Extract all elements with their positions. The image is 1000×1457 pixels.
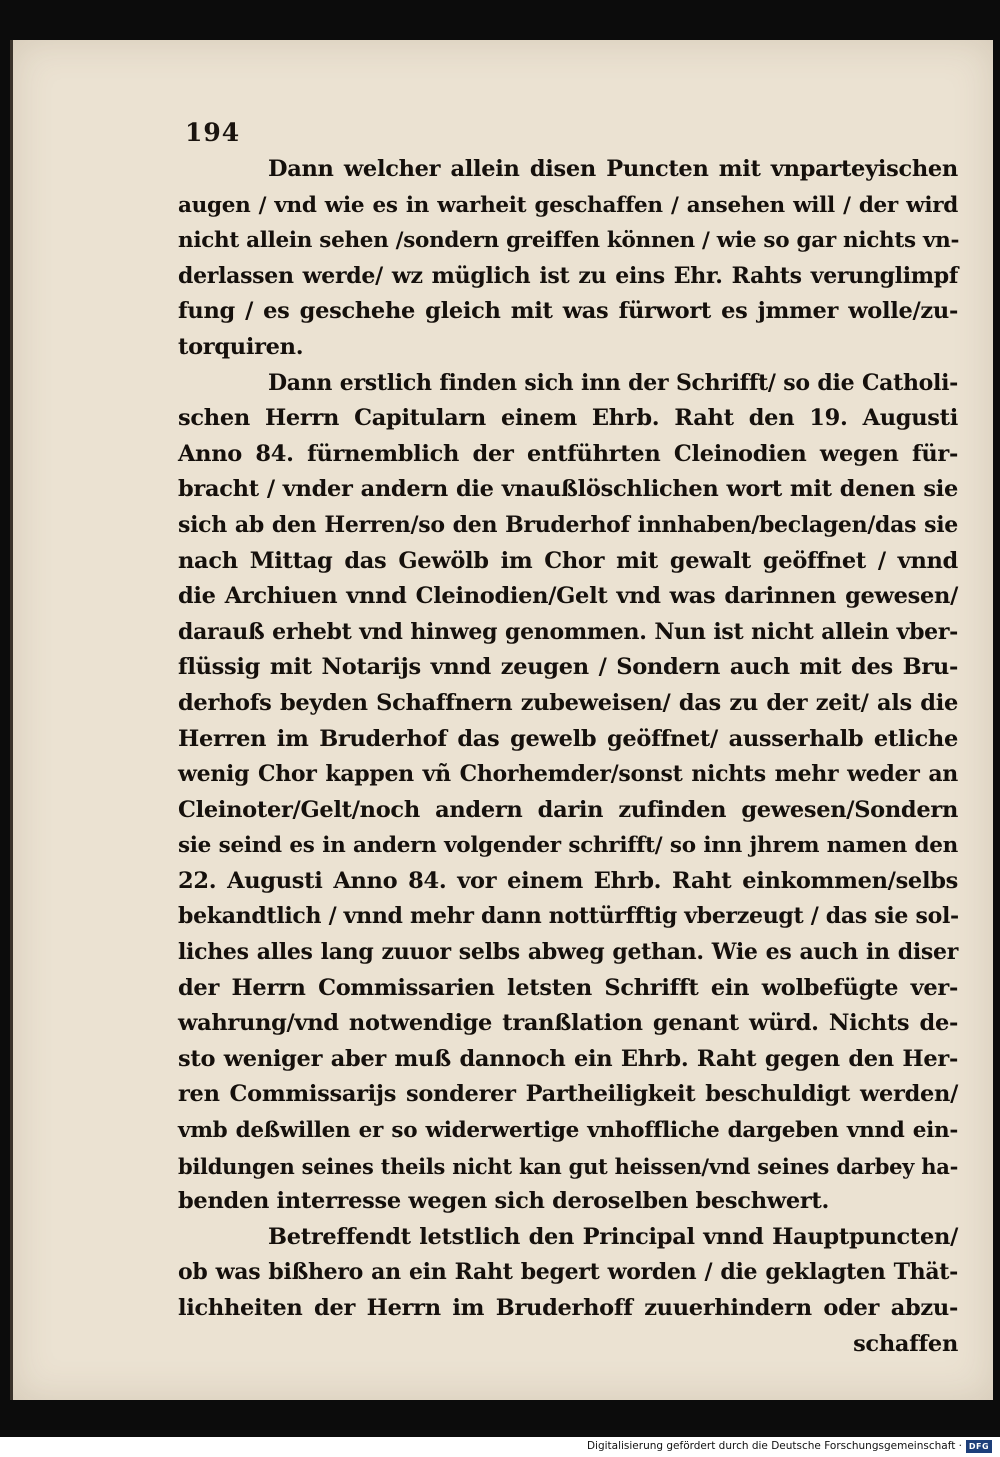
text-line: ob was bißhero an ein Raht begert worden / die geklagten Thät- xyxy=(178,1259,958,1286)
text-line: sto weniger aber muß dannoch ein Ehrb. Raht gegen den Her- xyxy=(178,1045,958,1072)
text-line: wahrung/vnd notwendige tranßlation genant würd. Nichts de- xyxy=(178,1010,958,1037)
text-line: Anno 84. fürnemblich der entführten Cleinodien wegen für- xyxy=(178,440,958,467)
text-line: derlassen werde/ wz müglich ist zu eins Ehr. Rahts verunglimpf xyxy=(178,262,958,289)
text-line: augen / vnd wie es in warheit geschaffen / ansehen will / der wird xyxy=(178,192,958,218)
footer-credit: Digitalisierung gefördert durch die Deutsche Forschungsgemeinschaft · xyxy=(586,1440,962,1452)
book-page xyxy=(10,40,993,1400)
text-line: darauß erhebt vnd hinweg genommen. Nun ist nicht allein vber- xyxy=(178,618,958,645)
catchword: schaffen xyxy=(853,1330,958,1357)
text-line: Cleinoter/Gelt/noch andern darin zufinden gewesen/Sondern xyxy=(178,796,958,823)
text-line: fung / es geschehe gleich mit was fürwort es jmmer wolle/zu- xyxy=(178,298,958,325)
text-line: bildungen seines theils nicht kan gut heissen/vnd seines darbey ha- xyxy=(178,1153,958,1179)
text-line: bracht / vnder andern die vnaußlöschlichen wort mit denen sie xyxy=(178,476,958,503)
text-line: liches alles lang zuuor selbs abweg gethan. Wie es auch in diser xyxy=(178,939,958,966)
text-line: lichheiten der Herrn im Bruderhoff zuuerhindern oder abzu- xyxy=(178,1295,958,1321)
text-line: Dann welcher allein disen Puncten mit vnparteyischen xyxy=(268,156,958,182)
page-text xyxy=(178,152,958,1362)
text-line: Betreffendt letstlich den Principal vnnd Hauptpuncten/ xyxy=(268,1223,958,1250)
text-line: der Herrn Commissarien letsten Schrifft ein wolbefügte ver- xyxy=(178,974,958,1001)
text-line: vmb deßwillen er so widerwertige vnhoffliche dargeben vnnd ein- xyxy=(178,1118,958,1144)
page-number: 194 xyxy=(185,118,241,147)
dfg-logo-icon: DFG xyxy=(966,1440,992,1453)
text-line: flüssig mit Notarijs vnnd zeugen / Sondern auch mit des Bru- xyxy=(178,654,958,681)
text-line: 22. Augusti Anno 84. vor einem Ehrb. Raht einkommen/selbs xyxy=(178,867,958,894)
text-line: benden interresse wegen sich deroselben beschwert. xyxy=(178,1188,830,1215)
text-line: nicht allein sehen /sondern greiffen können / wie so gar nichts vn- xyxy=(178,228,960,254)
text-line: schen Herrn Capitularn einem Ehrb. Raht den 19. Augusti xyxy=(178,405,958,432)
text-line: nach Mittag das Gewölb im Chor mit gewalt geöffnet / vnnd xyxy=(178,547,958,574)
text-line: sie seind es in andern volgender schrifft/ so inn jhrem namen den xyxy=(178,833,958,859)
text-line: derhofs beyden Schaffnern zubeweisen/ das zu der zeit/ als die xyxy=(178,689,958,716)
footer-bar xyxy=(0,1437,1000,1457)
text-line: sich ab den Herren/so den Bruderhof innhaben/beclagen/das sie xyxy=(178,511,958,538)
text-line: bekandtlich / vnnd mehr dann nottürfftig vberzeugt / das sie sol- xyxy=(178,903,959,930)
text-line: Herren im Bruderhof das gewelb geöffnet/ ausserhalb etliche xyxy=(178,725,958,752)
text-line: ren Commissarijs sonderer Partheiligkeit beschuldigt werden/ xyxy=(178,1081,958,1108)
text-line: Dann erstlich finden sich inn der Schrifft/ so die Catholi- xyxy=(268,369,958,396)
text-line: torquiren. xyxy=(178,333,304,360)
text-line: wenig Chor kappen vñ Chorhemder/sonst nichts mehr weder an xyxy=(178,761,958,788)
text-line: die Archiuen vnnd Cleinodien/Gelt vnd was darinnen gewesen/ xyxy=(178,583,958,610)
